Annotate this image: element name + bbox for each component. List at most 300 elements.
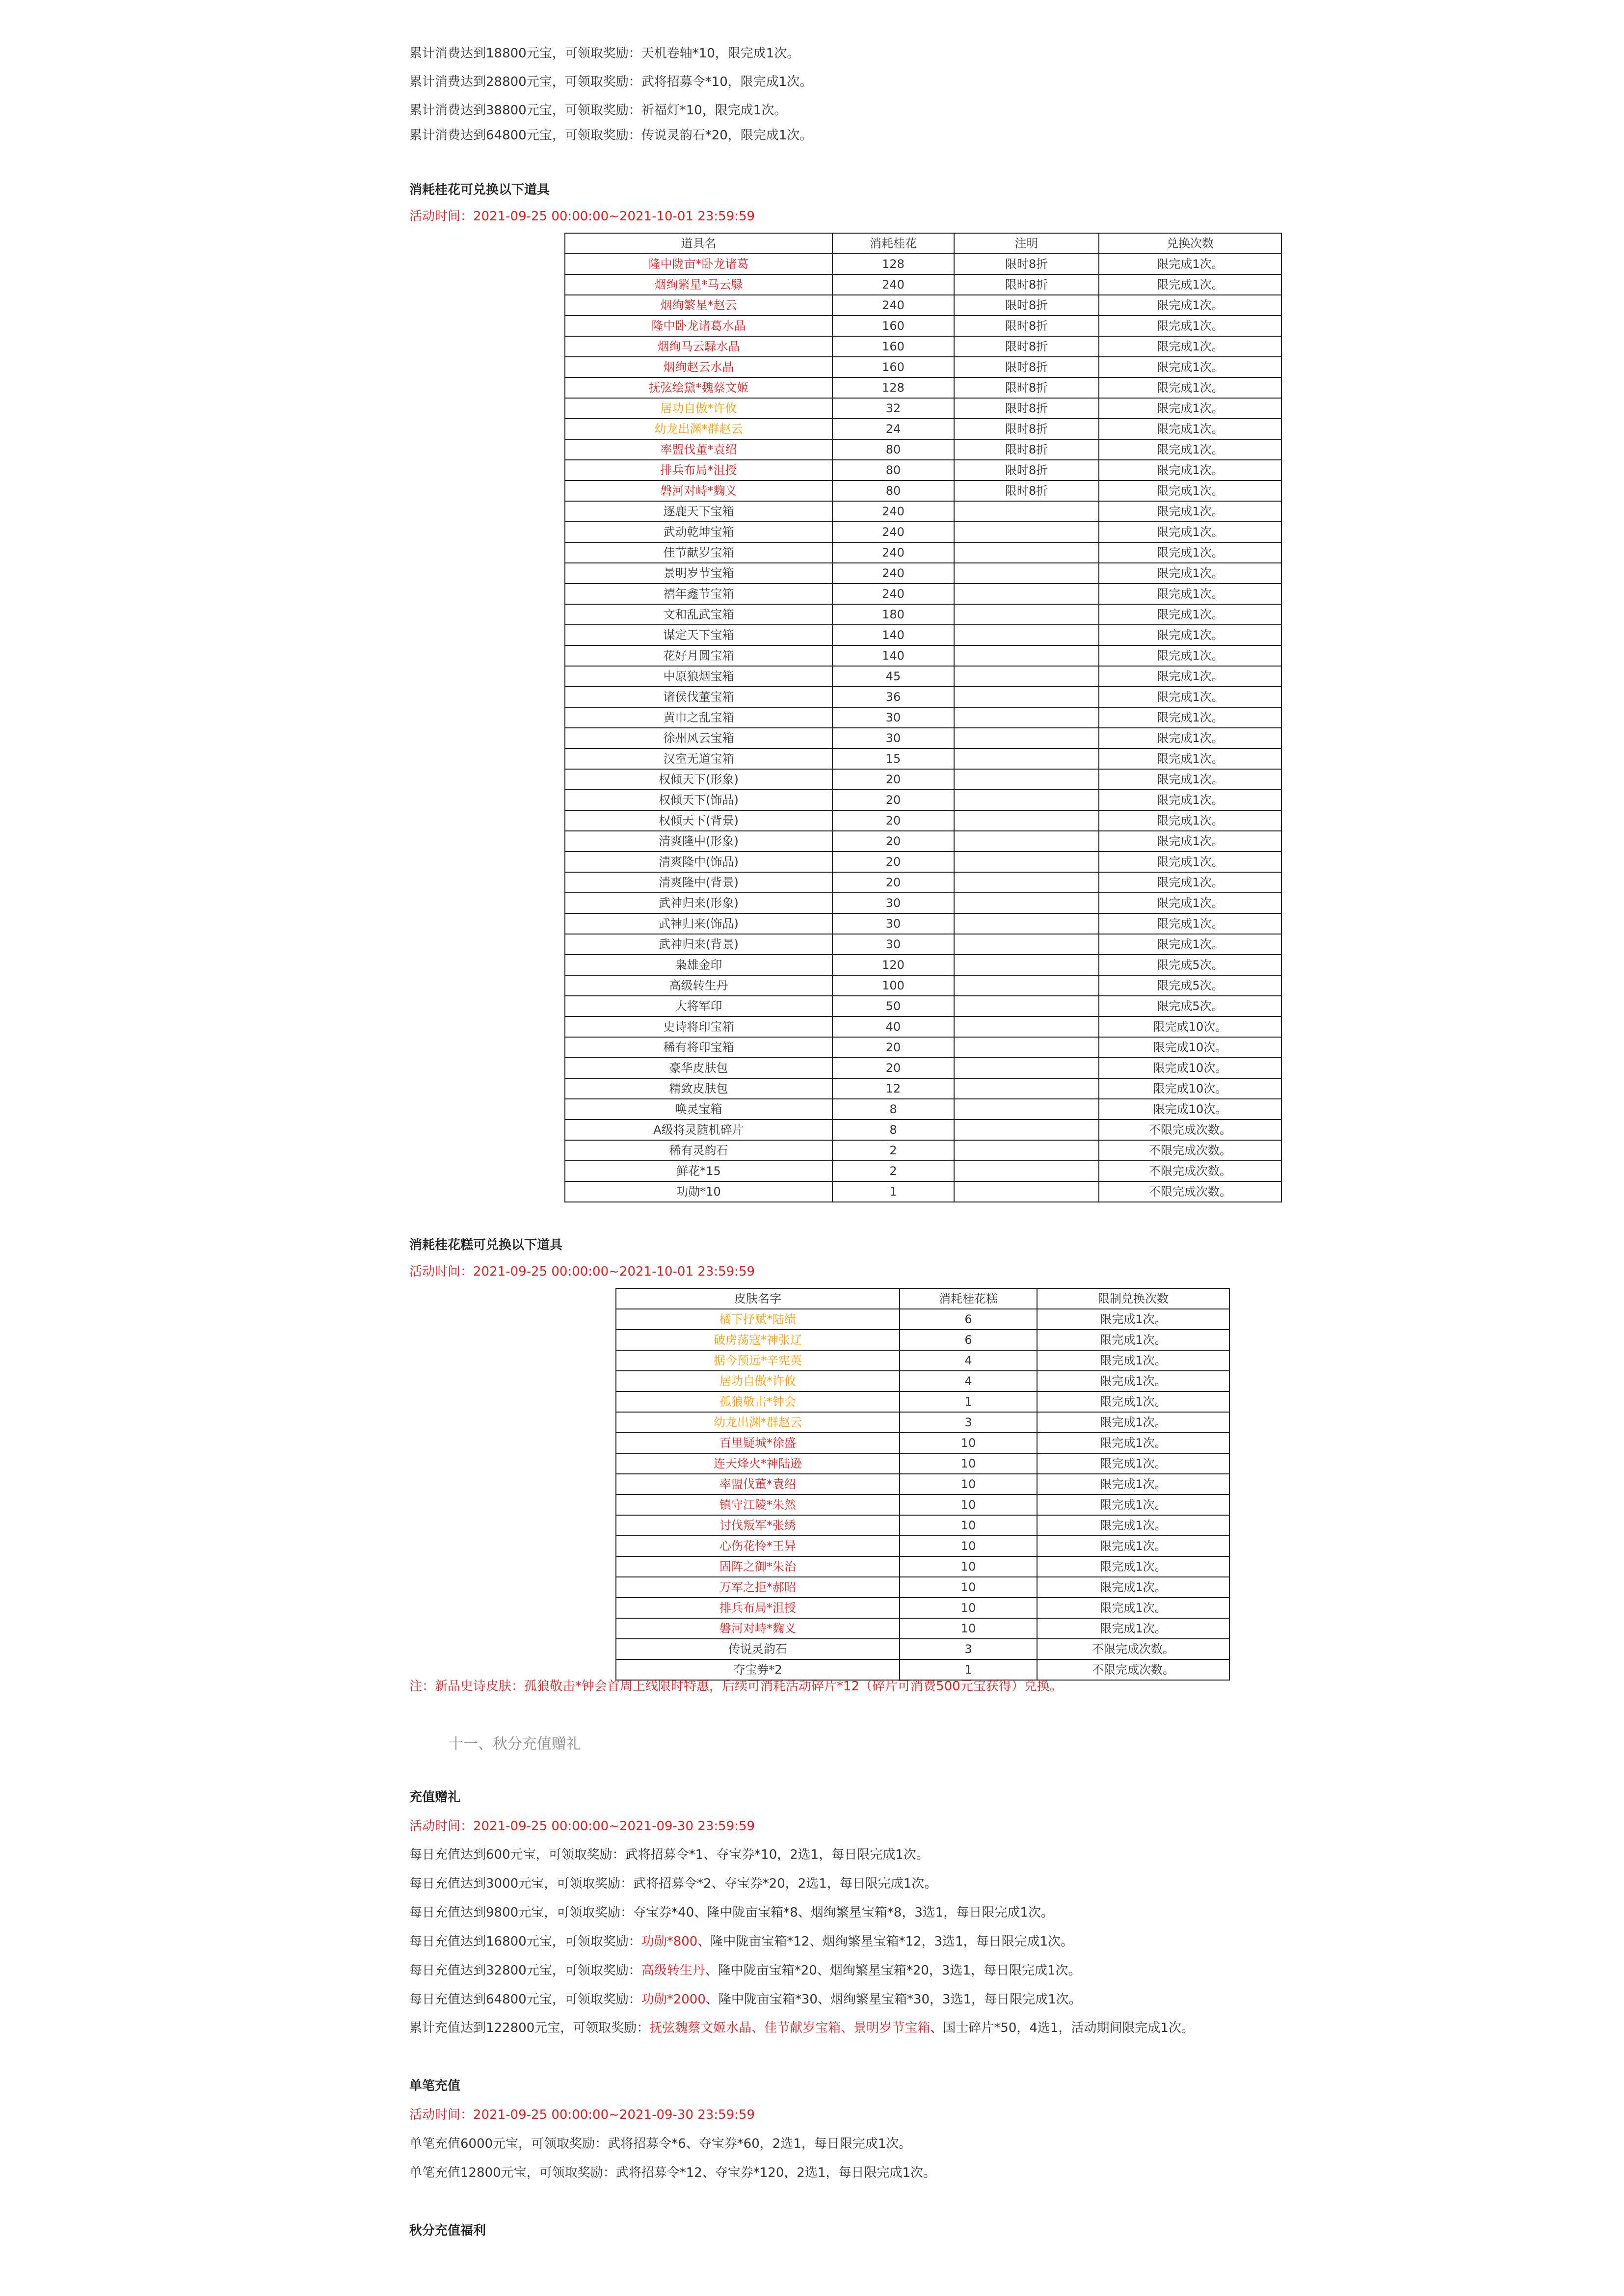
skin-name-cell: 传说灵韵石: [616, 1639, 900, 1659]
skin-name-cell: 排兵布局*沮授: [616, 1598, 900, 1618]
limit-cell: 不限完成次数。: [1099, 1120, 1281, 1140]
note-cell: [954, 522, 1099, 542]
note-cell: [954, 769, 1099, 790]
limit-cell: 不限完成次数。: [1037, 1659, 1229, 1680]
item-name-cell: 稀有灵韵石: [565, 1140, 832, 1161]
skin-name-cell: 固阵之御*朱治: [616, 1556, 900, 1577]
table-row: [616, 1495, 1229, 1515]
limit-cell: 限完成1次。: [1099, 687, 1281, 707]
cost-cell: 12: [832, 1078, 954, 1099]
single-recharge-title: 单笔充值: [409, 2079, 461, 2093]
limit-cell: 限完成10次。: [1099, 1099, 1281, 1120]
table-row: [565, 1078, 1281, 1099]
note-cell: [954, 501, 1099, 522]
table-row: [565, 955, 1281, 975]
item-name-cell: 幼龙出渊*群赵云: [565, 419, 832, 439]
recharge-line-7-prefix: 累计充值达到122800元宝，可领取奖励：: [409, 2021, 650, 2035]
item-name-cell: 精致皮肤包: [565, 1078, 832, 1099]
note-cell: [954, 893, 1099, 913]
skin-name-cell: 镇守江陵*朱然: [616, 1495, 900, 1515]
item-name-cell: 功勋*10: [565, 1181, 832, 1202]
recharge-line-7-suffix: 、国士碎片*50，4选1，活动期间限完成1次。: [930, 2021, 1194, 2035]
limit-cell: 限完成1次。: [1099, 934, 1281, 955]
cost-cell: 20: [832, 1037, 954, 1058]
item-name-cell: 谋定天下宝箱: [565, 625, 832, 645]
cost-cell: 24: [832, 419, 954, 439]
item-name-cell: 烟绚赵云水晶: [565, 357, 832, 377]
col-header-limit: 限制兑换次数: [1037, 1288, 1229, 1309]
cost-cell: 80: [832, 460, 954, 481]
limit-cell: 限完成1次。: [1037, 1577, 1229, 1598]
cost-cell: 30: [832, 913, 954, 934]
table-row: [565, 1037, 1281, 1058]
item-name-cell: 权倾天下(饰品): [565, 790, 832, 810]
limit-cell: 限完成10次。: [1099, 1078, 1281, 1099]
note-cell: [954, 810, 1099, 831]
item-name-cell: 烟绚繁星*赵云: [565, 295, 832, 316]
skin-name-cell: 夺宝券*2: [616, 1659, 900, 1680]
item-name-cell: 清爽隆中(饰品): [565, 852, 832, 872]
cost-cell: 128: [832, 254, 954, 274]
skin-name-cell: 连天烽火*神陆逊: [616, 1453, 900, 1474]
skin-name-cell: 幼龙出渊*群赵云: [616, 1412, 900, 1433]
skin-name-cell: 居功自傲*许攸: [616, 1371, 900, 1391]
table-row: [565, 996, 1281, 1016]
skin-name-cell: 百里疑城*徐盛: [616, 1433, 900, 1453]
table-row: [616, 1330, 1229, 1350]
single-recharge-time: 活动时间：2021-09-25 00:00:00~2021-09-30 23:59:59: [409, 2108, 755, 2122]
cost-cell: 30: [832, 707, 954, 728]
limit-cell: 限完成1次。: [1099, 604, 1281, 625]
cake-cost-cell: 6: [900, 1309, 1037, 1330]
single-recharge-line-2: 单笔充值12800元宝，可领取奖励：武将招募令*12、夺宝券*120，2选1，每日限完成1次。: [409, 2165, 936, 2180]
cost-cell: 1: [832, 1181, 954, 1202]
item-name-cell: 排兵布局*沮授: [565, 460, 832, 481]
recharge-line-3: 每日充值达到9800元宝，可领取奖励：夺宝券*40、隆中陇亩宝箱*8、烟绚繁星宝箱*8，3选1，每日限完成1次。: [409, 1905, 1054, 1920]
cake-cost-cell: 3: [900, 1412, 1037, 1433]
note-cell: [954, 1140, 1099, 1161]
note-cell: [954, 625, 1099, 645]
cake-cost-cell: 3: [900, 1639, 1037, 1659]
item-name-cell: 权倾天下(背景): [565, 810, 832, 831]
item-name-cell: 稀有将印宝箱: [565, 1037, 832, 1058]
skin-name-cell: 率盟伐董*袁绍: [616, 1474, 900, 1495]
note-cell: 限时8折: [954, 316, 1099, 336]
cost-cell: 45: [832, 666, 954, 687]
note-cell: 限时8折: [954, 274, 1099, 295]
cake-cost-cell: 10: [900, 1556, 1037, 1577]
note-cell: [954, 604, 1099, 625]
skin-name-cell: 橘下抒赋*陆绩: [616, 1309, 900, 1330]
cake-cost-cell: 10: [900, 1598, 1037, 1618]
cost-cell: 20: [832, 831, 954, 852]
table-row: [565, 913, 1281, 934]
osmanthus-table-body: [565, 254, 1281, 1202]
table-row: [616, 1350, 1229, 1371]
col-header-item: 道具名: [565, 233, 832, 254]
osmanthus-cake-exchange-title: 消耗桂花糕可兑换以下道具: [409, 1238, 563, 1253]
table-row: [616, 1515, 1229, 1536]
cake-cost-cell: 10: [900, 1515, 1037, 1536]
note-cell: [954, 728, 1099, 748]
limit-cell: 限完成1次。: [1037, 1474, 1229, 1495]
cost-cell: 180: [832, 604, 954, 625]
table-row: [565, 481, 1281, 501]
limit-cell: 限完成1次。: [1037, 1556, 1229, 1577]
cost-cell: 240: [832, 522, 954, 542]
col-header-cake-cost: 消耗桂花糕: [900, 1288, 1037, 1309]
item-name-cell: 武神归来(背景): [565, 934, 832, 955]
item-name-cell: 鲜花*15: [565, 1161, 832, 1181]
limit-cell: 限完成1次。: [1099, 852, 1281, 872]
item-name-cell: 景明岁节宝箱: [565, 563, 832, 584]
cake-cost-cell: 10: [900, 1495, 1037, 1515]
note-cell: [954, 1016, 1099, 1037]
limit-cell: 限完成1次。: [1037, 1598, 1229, 1618]
limit-cell: 限完成1次。: [1099, 501, 1281, 522]
skin-name-cell: 心伤花怜*王异: [616, 1536, 900, 1556]
consume-line-2: 累计消费达到28800元宝，可领取奖励：武将招募令*10，限完成1次。: [409, 75, 813, 89]
cost-cell: 120: [832, 955, 954, 975]
limit-cell: 限完成1次。: [1099, 728, 1281, 748]
recharge-line-7-highlight: 抚弦魏蔡文姬水晶、佳节献岁宝箱、景明岁节宝箱: [649, 2021, 931, 2035]
cake-cost-cell: 10: [900, 1618, 1037, 1639]
note-cell: [954, 1037, 1099, 1058]
limit-cell: 限完成10次。: [1099, 1058, 1281, 1078]
limit-cell: 限完成1次。: [1037, 1309, 1229, 1330]
limit-cell: 限完成1次。: [1099, 357, 1281, 377]
note-cell: [954, 1120, 1099, 1140]
table-row: [565, 645, 1281, 666]
limit-cell: 限完成1次。: [1099, 439, 1281, 460]
note-cell: 限时8折: [954, 357, 1099, 377]
limit-cell: 限完成1次。: [1099, 295, 1281, 316]
table-row: [565, 295, 1281, 316]
osmanthus-exchange-time: 活动时间：2021-09-25 00:00:00~2021-10-01 23:59:59: [409, 209, 755, 224]
cost-cell: 2: [832, 1140, 954, 1161]
cost-cell: 2: [832, 1161, 954, 1181]
cake-cost-cell: 1: [900, 1659, 1037, 1680]
osmanthus-cake-table-body: [616, 1309, 1229, 1680]
item-name-cell: 史诗将印宝箱: [565, 1016, 832, 1037]
item-name-cell: 佳节献岁宝箱: [565, 542, 832, 563]
item-name-cell: 烟绚繁星*马云騄: [565, 274, 832, 295]
note-cell: [954, 645, 1099, 666]
table-row: [565, 707, 1281, 728]
cake-cost-cell: 10: [900, 1474, 1037, 1495]
cost-cell: 32: [832, 398, 954, 419]
table-row: [616, 1536, 1229, 1556]
note-cell: [954, 975, 1099, 996]
table-row: [565, 398, 1281, 419]
note-cell: [954, 584, 1099, 604]
table-row: [565, 316, 1281, 336]
limit-cell: 限完成1次。: [1099, 707, 1281, 728]
recharge-line-7: [409, 2020, 1194, 2036]
item-name-cell: 禧年鑫节宝箱: [565, 584, 832, 604]
recharge-line-1: 每日充值达到600元宝，可领取奖励：武将招募令*1、夺宝券*10，2选1，每日限完成1次。: [409, 1847, 929, 1862]
skin-name-cell: 孤狼敬击*钟会: [616, 1391, 900, 1412]
note-cell: [954, 996, 1099, 1016]
note-cell: [954, 707, 1099, 728]
cost-cell: 100: [832, 975, 954, 996]
limit-cell: 限完成1次。: [1099, 522, 1281, 542]
table-row: [565, 357, 1281, 377]
table-row: [565, 1140, 1281, 1161]
item-name-cell: 大将军印: [565, 996, 832, 1016]
limit-cell: 限完成1次。: [1037, 1433, 1229, 1453]
table-row: [565, 1120, 1281, 1140]
limit-cell: 限完成1次。: [1099, 625, 1281, 645]
limit-cell: 限完成1次。: [1099, 254, 1281, 274]
note-cell: [954, 1078, 1099, 1099]
recharge-line-4-highlight: 功勋*800: [641, 1934, 698, 1949]
item-name-cell: 清爽隆中(形象): [565, 831, 832, 852]
table-row: [616, 1556, 1229, 1577]
item-name-cell: 隆中陇亩*卧龙诸葛: [565, 254, 832, 274]
table-row: [565, 604, 1281, 625]
table-row: [565, 1016, 1281, 1037]
cost-cell: 20: [832, 852, 954, 872]
item-name-cell: 花好月圆宝箱: [565, 645, 832, 666]
limit-cell: 限完成1次。: [1037, 1536, 1229, 1556]
recharge-line-5: [409, 1962, 1081, 1979]
limit-cell: 限完成1次。: [1099, 377, 1281, 398]
cost-cell: 240: [832, 501, 954, 522]
table-row: [565, 274, 1281, 295]
table-row: [565, 790, 1281, 810]
note-cell: 限时8折: [954, 254, 1099, 274]
table-row: [565, 872, 1281, 893]
note-cell: [954, 790, 1099, 810]
table-row: [616, 1474, 1229, 1495]
cost-cell: 160: [832, 336, 954, 357]
item-name-cell: 汉室无道宝箱: [565, 748, 832, 769]
table-row: [616, 1598, 1229, 1618]
limit-cell: 限完成1次。: [1099, 563, 1281, 584]
limit-cell: 不限完成次数。: [1099, 1181, 1281, 1202]
table-row: [565, 584, 1281, 604]
table-row: [616, 1412, 1229, 1433]
skin-name-cell: 磐河对峙*麴义: [616, 1618, 900, 1639]
note-cell: [954, 542, 1099, 563]
limit-cell: 不限完成次数。: [1037, 1639, 1229, 1659]
note-cell: 限时8折: [954, 295, 1099, 316]
table-row: [616, 1309, 1229, 1330]
note-cell: [954, 1058, 1099, 1078]
table-row: [565, 336, 1281, 357]
limit-cell: 限完成1次。: [1099, 398, 1281, 419]
cost-cell: 140: [832, 625, 954, 645]
osmanthus-exchange-table: [564, 233, 1282, 1202]
cost-cell: 50: [832, 996, 954, 1016]
recharge-line-4-suffix: 、隆中陇亩宝箱*12、烟绚繁星宝箱*12，3选1，每日限完成1次。: [697, 1934, 1074, 1949]
cost-cell: 40: [832, 1016, 954, 1037]
item-name-cell: 逐鹿天下宝箱: [565, 501, 832, 522]
table-row: [565, 893, 1281, 913]
table-row: [565, 748, 1281, 769]
col-header-skin-name: 皮肤名字: [616, 1288, 900, 1309]
limit-cell: 限完成1次。: [1099, 769, 1281, 790]
item-name-cell: 徐州风云宝箱: [565, 728, 832, 748]
item-name-cell: 唤灵宝箱: [565, 1099, 832, 1120]
limit-cell: 限完成1次。: [1099, 790, 1281, 810]
table-row: [616, 1639, 1229, 1659]
limit-cell: 限完成1次。: [1099, 542, 1281, 563]
note-cell: [954, 955, 1099, 975]
item-name-cell: 清爽隆中(背景): [565, 872, 832, 893]
cost-cell: 30: [832, 934, 954, 955]
recharge-gift-time: 活动时间：2021-09-25 00:00:00~2021-09-30 23:59:59: [409, 1819, 755, 1834]
cost-cell: 20: [832, 810, 954, 831]
cost-cell: 240: [832, 584, 954, 604]
cost-cell: 160: [832, 316, 954, 336]
table-row: [565, 377, 1281, 398]
limit-cell: 限完成1次。: [1099, 893, 1281, 913]
item-name-cell: 抚弦绘黛*魏蔡文姬: [565, 377, 832, 398]
consume-line-1: 累计消费达到18800元宝，可领取奖励：天机卷轴*10，限完成1次。: [409, 46, 800, 61]
limit-cell: 限完成1次。: [1099, 913, 1281, 934]
table-row: [565, 1058, 1281, 1078]
table-row: [565, 666, 1281, 687]
cost-cell: 80: [832, 439, 954, 460]
item-name-cell: 磐河对峙*麴义: [565, 481, 832, 501]
item-name-cell: A级将灵随机碎片: [565, 1120, 832, 1140]
recharge-line-6-prefix: 每日充值达到64800元宝，可领取奖励：: [409, 1992, 641, 2007]
cost-cell: 30: [832, 893, 954, 913]
single-recharge-line-1: 单笔充值6000元宝，可领取奖励：武将招募令*6、夺宝券*60，2选1，每日限完成1次。: [409, 2136, 912, 2151]
table-row: [565, 687, 1281, 707]
item-name-cell: 隆中卧龙诸葛水晶: [565, 316, 832, 336]
limit-cell: 不限完成次数。: [1099, 1140, 1281, 1161]
cost-cell: 80: [832, 481, 954, 501]
recharge-line-2: 每日充值达到3000元宝，可领取奖励：武将招募令*2、夺宝券*20，2选1，每日限完成1次。: [409, 1876, 937, 1891]
note-cell: [954, 563, 1099, 584]
table-row: [616, 1391, 1229, 1412]
table-row: [565, 419, 1281, 439]
cost-cell: 160: [832, 357, 954, 377]
limit-cell: 限完成1次。: [1099, 481, 1281, 501]
col-header-cost: 消耗桂花: [832, 233, 954, 254]
table-row: [565, 439, 1281, 460]
cost-cell: 20: [832, 872, 954, 893]
item-name-cell: 武动乾坤宝箱: [565, 522, 832, 542]
note-cell: 限时8折: [954, 377, 1099, 398]
cost-cell: 240: [832, 274, 954, 295]
note-cell: 限时8折: [954, 398, 1099, 419]
cost-cell: 8: [832, 1120, 954, 1140]
note-cell: [954, 748, 1099, 769]
recharge-line-6: [409, 1991, 1082, 2008]
limit-cell: 限完成5次。: [1099, 975, 1281, 996]
limit-cell: 限完成1次。: [1037, 1371, 1229, 1391]
limit-cell: 不限完成次数。: [1099, 1161, 1281, 1181]
table-row: [565, 975, 1281, 996]
table-row: [565, 810, 1281, 831]
recharge-line-6-suffix: 、隆中陇亩宝箱*30、烟绚繁星宝箱*30，3选1，每日限完成1次。: [705, 1992, 1082, 2007]
limit-cell: 限完成1次。: [1099, 460, 1281, 481]
note-cell: [954, 934, 1099, 955]
recharge-line-5-highlight: 高级转生丹: [641, 1963, 705, 1978]
limit-cell: 限完成5次。: [1099, 955, 1281, 975]
table-row: [565, 728, 1281, 748]
cost-cell: 140: [832, 645, 954, 666]
item-name-cell: 武神归来(形象): [565, 893, 832, 913]
cost-cell: 20: [832, 1058, 954, 1078]
item-name-cell: 权倾天下(形象): [565, 769, 832, 790]
limit-cell: 限完成1次。: [1099, 872, 1281, 893]
table-row: [565, 542, 1281, 563]
limit-cell: 限完成1次。: [1099, 645, 1281, 666]
cost-cell: 20: [832, 769, 954, 790]
limit-cell: 限完成1次。: [1037, 1453, 1229, 1474]
osmanthus-cake-exchange-table: [615, 1288, 1230, 1681]
consume-line-3: 累计消费达到38800元宝，可领取奖励：祈福灯*10，限完成1次。: [409, 103, 787, 118]
limit-cell: 限完成1次。: [1037, 1391, 1229, 1412]
cost-cell: 36: [832, 687, 954, 707]
table-row: [565, 625, 1281, 645]
osmanthus-exchange-title: 消耗桂花可兑换以下道具: [409, 183, 550, 197]
table-header-row: [565, 233, 1281, 254]
consume-line-4: 累计消费达到64800元宝，可领取奖励：传说灵韵石*20，限完成1次。: [409, 128, 813, 143]
table-row: [565, 831, 1281, 852]
note-cell: [954, 1099, 1099, 1120]
note-cell: 限时8折: [954, 336, 1099, 357]
limit-cell: 限完成1次。: [1037, 1412, 1229, 1433]
cost-cell: 8: [832, 1099, 954, 1120]
item-name-cell: 武神归来(饰品): [565, 913, 832, 934]
recharge-line-4: [409, 1933, 1073, 1950]
item-name-cell: 黄巾之乱宝箱: [565, 707, 832, 728]
item-name-cell: 中原狼烟宝箱: [565, 666, 832, 687]
col-header-note: 注明: [954, 233, 1099, 254]
item-name-cell: 枭雄金印: [565, 955, 832, 975]
table-row: [565, 852, 1281, 872]
note-cell: [954, 666, 1099, 687]
recharge-line-5-suffix: 、隆中陇亩宝箱*20、烟绚繁星宝箱*20，3选1，每日限完成1次。: [705, 1963, 1081, 1978]
cost-cell: 240: [832, 295, 954, 316]
table-row: [616, 1371, 1229, 1391]
section-heading: 十一、秋分充值赠礼: [449, 1735, 581, 1753]
table-row: [565, 563, 1281, 584]
limit-cell: 限完成10次。: [1099, 1037, 1281, 1058]
cost-cell: 20: [832, 790, 954, 810]
cake-cost-cell: 10: [900, 1453, 1037, 1474]
limit-cell: 限完成1次。: [1099, 666, 1281, 687]
limit-cell: 限完成1次。: [1099, 336, 1281, 357]
skin-name-cell: 破虏荡寇*神张辽: [616, 1330, 900, 1350]
limit-cell: 限完成10次。: [1099, 1016, 1281, 1037]
limit-cell: 限完成1次。: [1099, 810, 1281, 831]
item-name-cell: 烟绚马云騄水晶: [565, 336, 832, 357]
limit-cell: 限完成1次。: [1037, 1618, 1229, 1639]
table-row: [616, 1618, 1229, 1639]
note-cell: 限时8折: [954, 460, 1099, 481]
skin-name-cell: 讨伐叛军*张绣: [616, 1515, 900, 1536]
item-name-cell: 率盟伐董*袁绍: [565, 439, 832, 460]
table-row: [565, 1161, 1281, 1181]
cake-cost-cell: 10: [900, 1577, 1037, 1598]
table-row: [565, 501, 1281, 522]
limit-cell: 限完成1次。: [1037, 1515, 1229, 1536]
new-skin-note: 注：新品史诗皮肤：孤狼敬击*钟会首周上线限时特惠，后续可消耗活动碎片*12（碎片可消费500元宝获得）兑换。: [409, 1679, 1063, 1694]
note-cell: [954, 913, 1099, 934]
item-name-cell: 文和乱武宝箱: [565, 604, 832, 625]
table-row: [616, 1433, 1229, 1453]
limit-cell: 限完成5次。: [1099, 996, 1281, 1016]
limit-cell: 限完成1次。: [1037, 1495, 1229, 1515]
cost-cell: 240: [832, 542, 954, 563]
